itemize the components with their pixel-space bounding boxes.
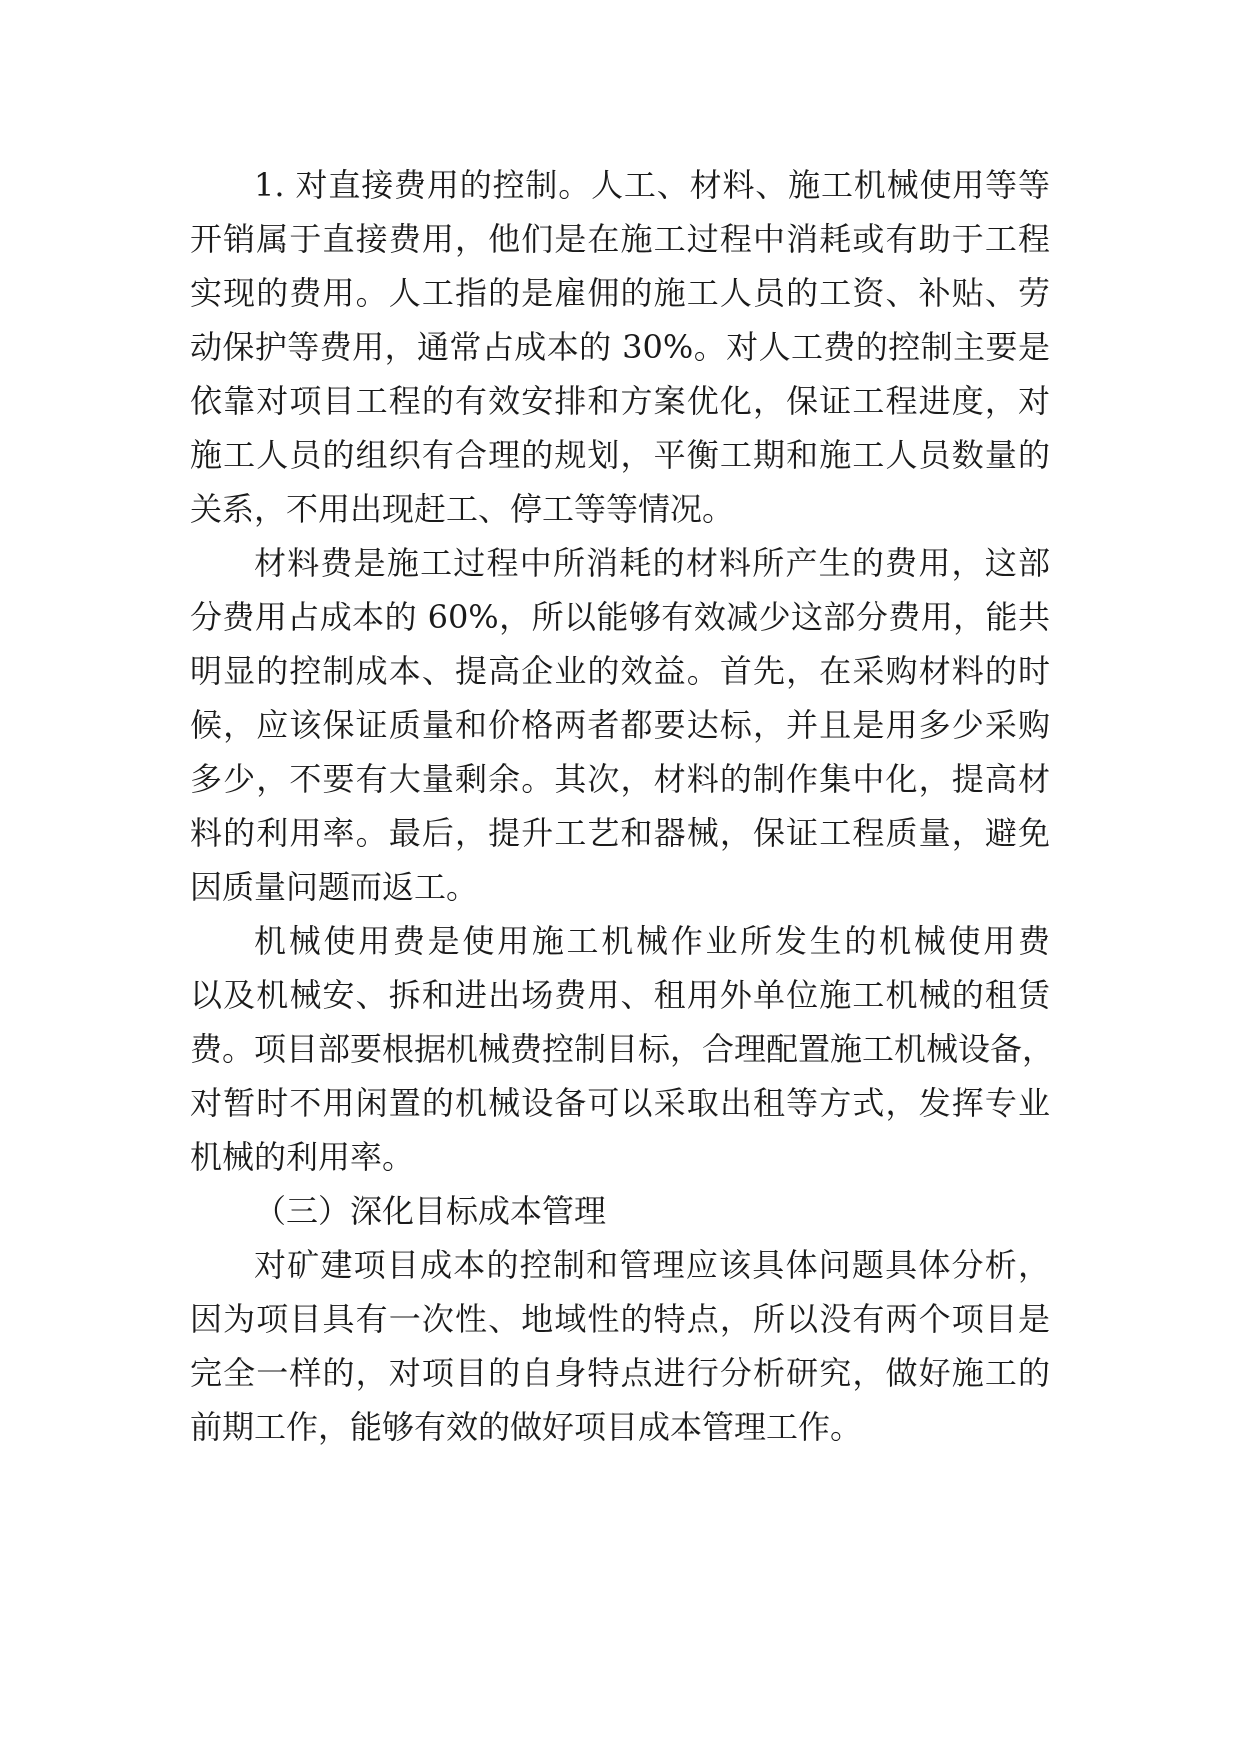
text-line: 分费用占成本的 60%，所以能够有效减少这部分费用，能共 bbox=[190, 598, 1050, 636]
text-line: 机械的利用率。 bbox=[190, 1138, 415, 1176]
text-line: 关系，不用出现赶工、停工等等情况。 bbox=[190, 490, 735, 528]
text-line: 对矿建项目成本的控制和管理应该具体问题具体分析， bbox=[254, 1246, 1050, 1284]
text-line: 料的利用率。最后，提升工艺和器械，保证工程质量，避免 bbox=[190, 814, 1050, 852]
text-line: 1. 对直接费用的控制。人工、材料、施工机械使用等等 bbox=[254, 166, 1050, 204]
text-line: 动保护等费用，通常占成本的 30%。对人工费的控制主要是 bbox=[190, 328, 1050, 366]
text-line: 因质量问题而返工。 bbox=[190, 868, 479, 906]
text-line: 施工人员的组织有合理的规划，平衡工期和施工人员数量的 bbox=[190, 436, 1050, 474]
text-line: 费。项目部要根据机械费控制目标，合理配置施工机械设备， bbox=[190, 1030, 1055, 1068]
text-line: 明显的控制成本、提高企业的效益。首先，在采购材料的时 bbox=[190, 652, 1050, 690]
text-line: 前期工作，能够有效的做好项目成本管理工作。 bbox=[190, 1408, 863, 1446]
text-line: 候，应该保证质量和价格两者都要达标，并且是用多少采购 bbox=[190, 706, 1050, 744]
text-line: 实现的费用。人工指的是雇佣的施工人员的工资、补贴、劳 bbox=[190, 274, 1050, 312]
text-line: 开销属于直接费用，他们是在施工过程中消耗或有助于工程 bbox=[190, 220, 1050, 258]
text-line: 多少，不要有大量剩余。其次，材料的制作集中化，提高材 bbox=[190, 760, 1050, 798]
text-line: 依靠对项目工程的有效安排和方案优化，保证工程进度，对 bbox=[190, 382, 1050, 420]
section-heading: （三）深化目标成本管理 bbox=[254, 1192, 607, 1230]
text-line: 因为项目具有一次性、地域性的特点，所以没有两个项目是 bbox=[190, 1300, 1050, 1338]
text-line: 完全一样的，对项目的自身特点进行分析研究，做好施工的 bbox=[190, 1354, 1050, 1392]
text-line: 机械使用费是使用施工机械作业所发生的机械使用费 bbox=[254, 922, 1050, 960]
text-line: 以及机械安、拆和进出场费用、租用外单位施工机械的租赁 bbox=[190, 976, 1050, 1014]
text-line: 材料费是施工过程中所消耗的材料所产生的费用，这部 bbox=[254, 544, 1050, 582]
text-line: 对暂时不用闲置的机械设备可以采取出租等方式，发挥专业 bbox=[190, 1084, 1050, 1122]
